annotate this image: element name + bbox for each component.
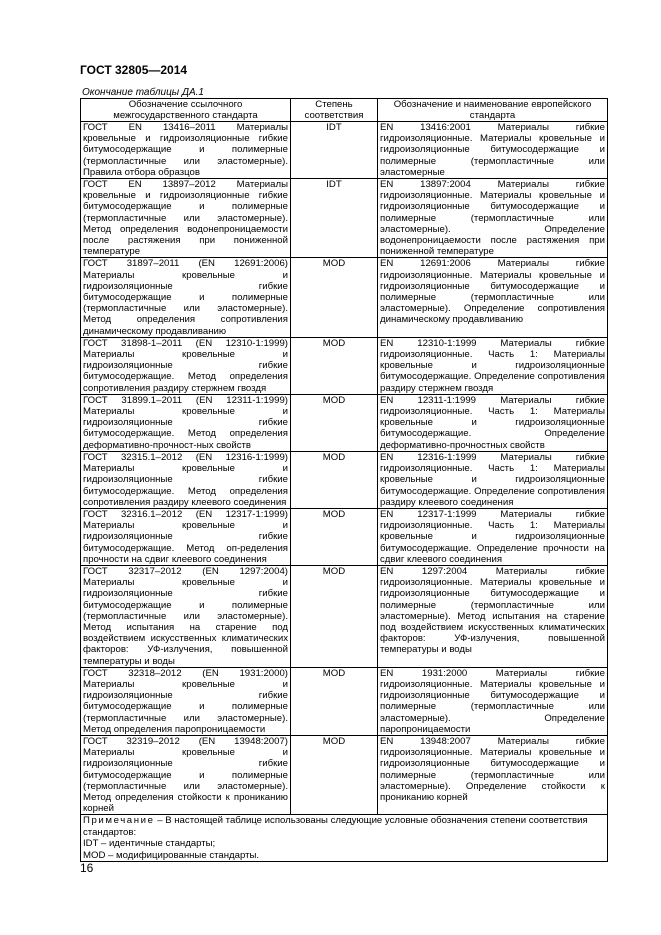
en-cell: EN 13416:2001 Материалы гибкие гидроизоляционные. Материалы кровельные и гидроизоляционные битумосодержащие и полимерные (термопластичные или эластомерные <box>378 122 608 179</box>
table-row <box>81 179 608 258</box>
note-title: Примечание <box>83 815 155 827</box>
column-header-degree: Степень соответствия <box>291 99 378 122</box>
degree-cell: MOD <box>291 451 378 508</box>
table-row <box>81 337 608 394</box>
gost-cell: ГОСТ 32316.1–2012 (EN 12317-1:1999) Материалы кровельные и гидроизоляционные гибкие битумосодержащие. Метод оп-ределения прочности на сдвиг клеевого соединения <box>81 508 291 565</box>
en-cell: EN 12316-1:1999 Материалы гибкие гидроизоляционные. Часть 1: Материалы кровельные и гидроизоляционные битумосодержащие. Определение сопротивления раздиру клеевого соединения <box>378 451 608 508</box>
table-row <box>81 735 608 814</box>
note-mod: MOD – модифицированные стандарты. <box>83 849 260 861</box>
en-cell: EN 12317-1:1999 Материалы гибкие гидроизоляционные. Часть 1: Материалы кровельные и гидроизоляционные битумосодержащие. Определение прочности на сдвиг клеевого соединения <box>378 508 608 565</box>
table-caption: Окончание таблицы ДА.1 <box>82 87 204 98</box>
standards-table <box>80 98 608 862</box>
table-row <box>81 394 608 451</box>
en-cell: EN 1931:2000 Материалы гибкие гидроизоляционные. Материалы кровельные и гидроизоляционные битумосодержащие и полимерные (термопластичные или эластомерные). Определение паропроницаемости <box>378 667 608 735</box>
gost-cell: ГОСТ 31899.1–2011 (EN 12311-1:1999) Материалы кровельные и гидроизоляционные гибкие битумосодержащие. Метод определения деформативно-прочност-ных свойств <box>81 394 291 451</box>
degree-cell: MOD <box>291 394 378 451</box>
gost-cell: ГОСТ 32317–2012 (EN 1297:2004) Материалы кровельные и гидроизоляционные гибкие битумосодержащие и полимерные (термопластичные или эластомерные). Метод испытания на старение под воздействием искусственных климатических факторов: УФ-излучения, повышенной температуры и воды <box>81 565 291 667</box>
gost-cell: ГОСТ 32318–2012 (EN 1931:2000) Материалы кровельные и гидроизоляционные гибкие битумосодержащие и полимерные (термопластичные или эластомерные). Метод определения паропроницаемости <box>81 667 291 735</box>
note-text: – В настоящей таблице использованы следующие условные обозначения степени соответствия стандартов: <box>83 815 588 838</box>
column-header-en: Обозначение и наименование европейского стандарта <box>378 99 608 122</box>
table-note-row <box>81 815 608 862</box>
degree-cell: MOD <box>291 667 378 735</box>
degree-cell: IDT <box>291 122 378 179</box>
gost-cell: ГОСТ 32315.1–2012 (EN 12316-1:1999) Материалы кровельные и гидроизоляционные гибкие битумосодержащие. Метод определения сопротивления раздиру клеевого соединения <box>81 451 291 508</box>
table-row <box>81 667 608 735</box>
document-header: ГОСТ 32805—2014 <box>80 63 188 77</box>
table-header-row <box>81 99 608 122</box>
page-number: 16 <box>80 861 94 875</box>
gost-cell: ГОСТ 31898-1–2011 (EN 12310-1:1999) Материалы кровельные и гидроизоляционные гибкие битумосодержащие. Метод определения сопротивления раздиру стержнем гвоздя <box>81 337 291 394</box>
table-row <box>81 258 608 337</box>
degree-cell: MOD <box>291 735 378 814</box>
table-note <box>81 815 608 862</box>
column-header-gost: Обозначение ссылочного межгосударственного стандарта <box>81 99 291 122</box>
gost-cell: ГОСТ 31897–2011 (EN 12691:2006) Материалы кровельные и гидроизоляционные гибкие битумосодержащие и полимерные (термопластичные или эластомерные). Метод определения сопротивления динамическому продавливанию <box>81 258 291 337</box>
table-row <box>81 451 608 508</box>
degree-cell: MOD <box>291 337 378 394</box>
en-cell: EN 12311-1:1999 Материалы гибкие гидроизоляционные. Часть 1: Материалы кровельные и гидроизоляционные битумосодержащие. Определение деформативно-прочностных свойств <box>378 394 608 451</box>
degree-cell: MOD <box>291 565 378 667</box>
gost-cell: ГОСТ EN 13416–2011 Материалы кровельные и гидроизоляционные гибкие битумосодержащие и полимерные (термопластичные или эластомерные). Правила отбора образцов <box>81 122 291 179</box>
en-cell: EN 12691:2006 Материалы гибкие гидроизоляционные. Материалы кровельные и гидроизоляционные битумосодержащие и полимерные (термопластичные или эластомерные). Определение сопротивления динамическому продавливанию <box>378 258 608 337</box>
en-cell: EN 12310-1:1999 Материалы гибкие гидроизоляционные. Часть 1: Материалы кровельные и гидроизоляционные битумосодержащие. Определение сопротивления раздиру стержнем гвоздя <box>378 337 608 394</box>
degree-cell: IDT <box>291 179 378 258</box>
table-row <box>81 508 608 565</box>
note-idt: IDT – идентичные стандарты; <box>83 838 216 850</box>
en-cell: EN 13948:2007 Материалы гибкие гидроизоляционные. Материалы кровельные и гидроизоляционные битумосодержащие и полимерные (термопластичные или эластомерные). Определение стойкости к прониканию корней <box>378 735 608 814</box>
en-cell: EN 13897:2004 Материалы гибкие гидроизоляционные. Материалы кровельные и гидроизоляционные битумосодержащие и полимерные (термопластичные или эластомерные). Определение водонепроницаемости после растяжения при пониженной температуре <box>378 179 608 258</box>
degree-cell: MOD <box>291 258 378 337</box>
table-row <box>81 122 608 179</box>
gost-cell: ГОСТ 32319–2012 (EN 13948:2007) Материалы кровельные и гидроизоляционные гибкие битумосодержащие и полимерные (термопластичные или эластомерные). Метод определения стойкости к прониканию корней <box>81 735 291 814</box>
gost-cell: ГОСТ EN 13897–2012 Материалы кровельные и гидроизоляционные гибкие битумосодержащие и полимерные (термопластичные или эластомерные). Метод определения водонепроницаемости после растяжения при пониженной температуре <box>81 179 291 258</box>
table-row <box>81 565 608 667</box>
degree-cell: MOD <box>291 508 378 565</box>
en-cell: EN 1297:2004 Материалы гибкие гидроизоляционные. Материалы кровельные и гидроизоляционные битумосодержащие и полимерные (термопластичные или эластомерные). Метод испытания на старение под воздействием искусственных климатических факторов: УФ-излучения, повышенной температуры и воды <box>378 565 608 667</box>
